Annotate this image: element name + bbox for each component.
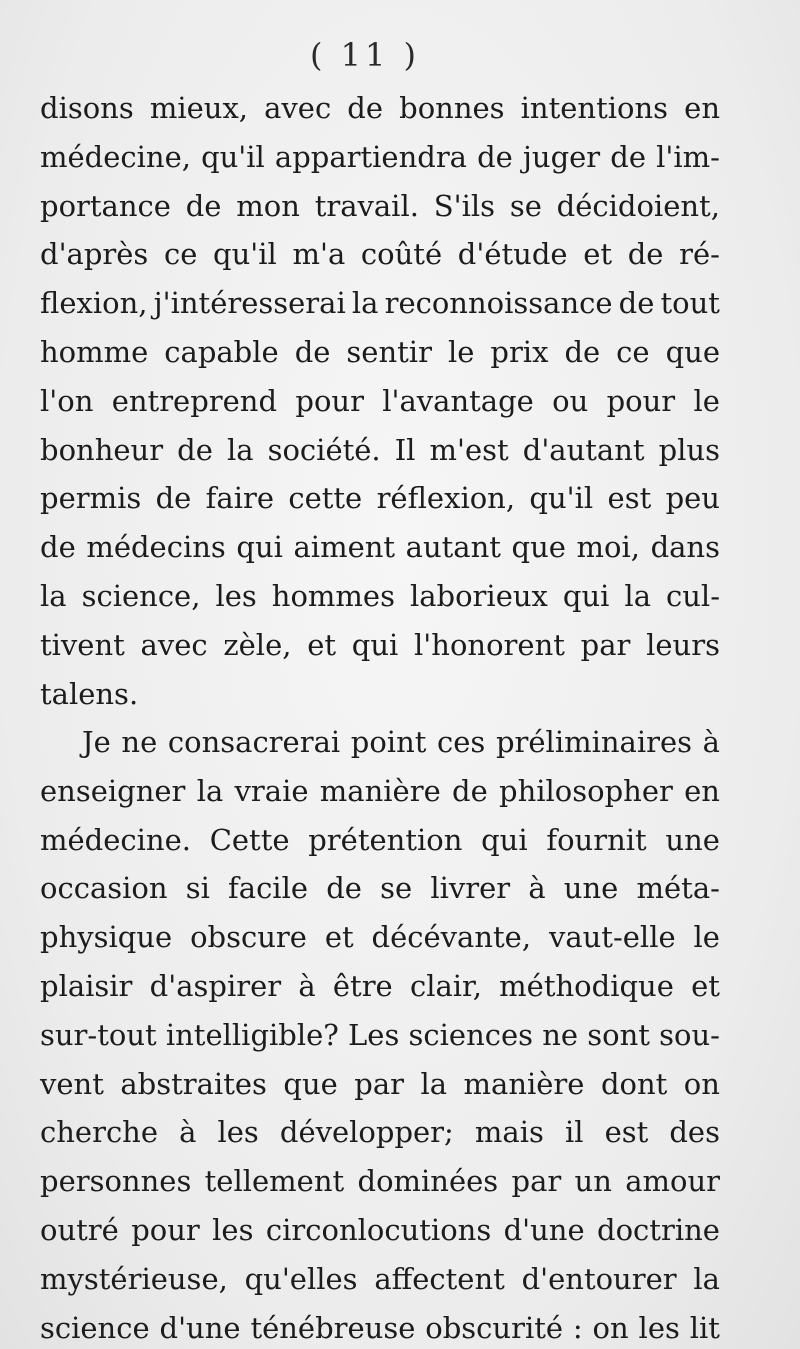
- text-line: disons mieux, avec de bonnes intentions en: [40, 91, 720, 125]
- text-line: mystérieuse, qu'elles affectent d'entourer la: [40, 1261, 720, 1296]
- text-line: d'après ce qu'il m'a coûté d'étude et de ré-: [40, 237, 720, 272]
- text-line: tivent avec zèle, et qui l'honorent par leurs: [40, 627, 720, 662]
- text-line: occasion si facile de se livrer à une méta-: [40, 871, 720, 906]
- text-line: science d'une ténébreuse obscurité : on les lit: [40, 1310, 720, 1345]
- text-line: physique obscure et décévante, vaut-elle le: [40, 920, 720, 955]
- text-line: de médecins qui aiment autant que moi, dans: [40, 530, 720, 565]
- text-line: sur-tout intelligible? Les sciences ne sont sou-: [40, 1017, 720, 1052]
- text-line: l'on entreprend pour l'avantage ou pour le: [40, 383, 720, 418]
- text-line: bonheur de la société. Il m'est d'autant plus: [40, 432, 720, 467]
- text-line: vent abstraites que par la manière dont on: [40, 1066, 720, 1101]
- text-line: outré pour les circonlocutions d'une doctrine: [40, 1212, 720, 1247]
- text-line: médecine, qu'il appartiendra de juger de l'im-: [40, 139, 720, 174]
- paragraph-1: [40, 84, 720, 718]
- text-line: la science, les hommes laborieux qui la cul-: [40, 578, 720, 613]
- text-line: talens.: [40, 676, 139, 711]
- text-line: homme capable de sentir le prix de ce que: [40, 334, 720, 369]
- page-number: ( 11 ): [309, 36, 421, 74]
- text-line: cherche à les développer; mais il est des: [40, 1115, 720, 1150]
- text-line: plaisir d'aspirer à être clair, méthodique et: [40, 968, 720, 1003]
- text-line: Je ne consacrerai point ces préliminaires à: [82, 725, 720, 759]
- text-line: enseigner la vraie manière de philosopher en: [40, 773, 720, 808]
- text-line: permis de faire cette réflexion, qu'il est peu: [40, 481, 720, 516]
- text-line: médecine. Cette prétention qui fournit une: [40, 822, 720, 857]
- text-line: portance de mon travail. S'ils se décidoient,: [40, 188, 720, 223]
- paragraph-2: [40, 718, 720, 1349]
- text-line: flexion, j'intéresserai la reconnoissance de tout: [40, 286, 720, 321]
- text-line: personnes tellement dominées par un amour: [40, 1164, 720, 1199]
